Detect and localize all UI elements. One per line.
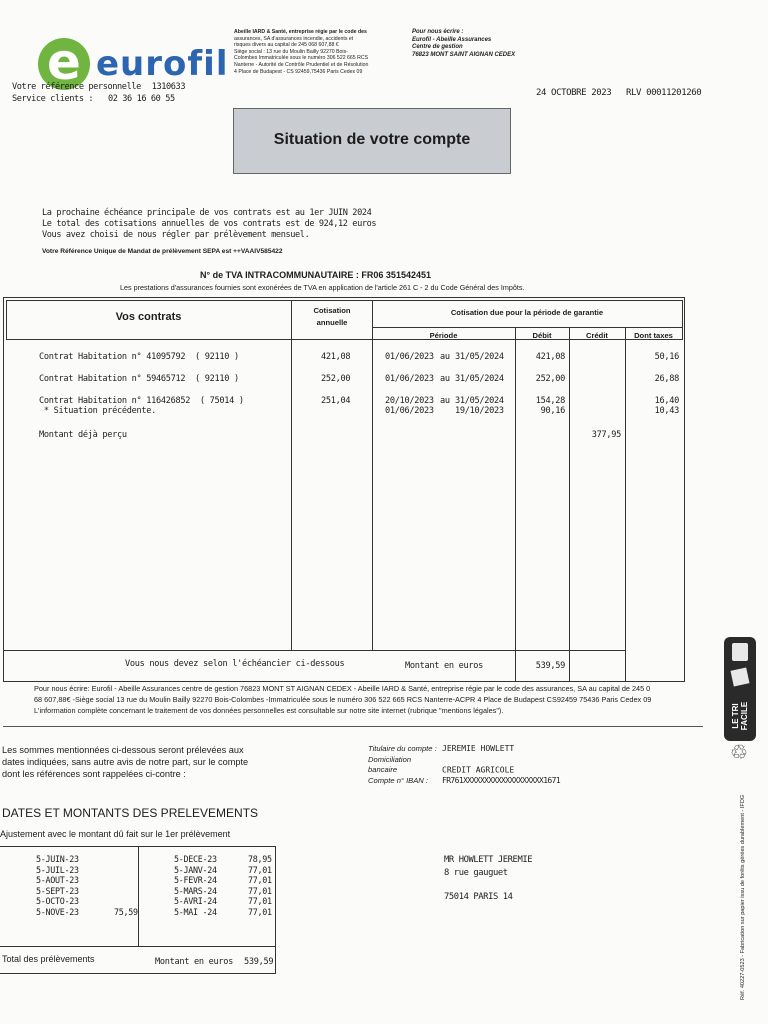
footer-amount: 539,59: [535, 661, 565, 671]
iban-label: Compte n° IBAN :: [368, 775, 429, 785]
tva-number: N° de TVA INTRACOMMUNAUTAIRE : FR06 351542451: [200, 270, 431, 280]
tva-exemption: Les prestations d'assurances fournies sont exonérées de TVA en application de l'article 261 C - 2 du Code Général des Impôts.: [120, 283, 525, 292]
schedule-date: 5-NOVE-23: [36, 906, 79, 917]
title-box: [233, 108, 511, 174]
intro-line: La prochaine échéance principale de vos contrats est au 1er JUIN 2024: [42, 208, 372, 218]
total-label: Total des prélèvements: [2, 954, 95, 964]
schedule-amount: 77,01: [248, 896, 272, 906]
legal-line: 68 607,88€ -Siège social 13 rue du Moulin Bailly 92270 Bois-Colombes -Immatriculée sous le numéro 306 522 665 RCS Nanterre-ACPR 4 Place de Budapest CS92459 75436 Paris Cedex 09: [34, 695, 652, 704]
schedule-amount: 77,01: [248, 906, 272, 917]
row-taxes: 26,88: [654, 374, 679, 384]
row-label: * Situation précédente.: [39, 406, 156, 416]
address-line: [444, 879, 532, 891]
row-au: au: [440, 396, 450, 406]
notice-line: dont les références sont rappelées ci-contre :: [2, 769, 186, 779]
badge-top: LE TRI: [731, 703, 740, 729]
schedule-table: [0, 846, 276, 974]
issuer-line: Siège social : 13 rue du Moulin Bailly 92270 Bois-: [234, 48, 348, 55]
schedule-date: 5-MARS-24: [174, 885, 217, 896]
ref-label: Votre référence personnelle: [12, 82, 141, 92]
row-taxes: 50,16: [654, 352, 679, 362]
side-reference: Réf. 40227-0523 - Fabrication sur papier issu de forêts gérées durablement - IFDG: [740, 794, 746, 1000]
address-line: 75014 PARIS 14: [444, 892, 513, 902]
row-debit: 421,08: [535, 352, 565, 362]
row-annual: 421,08: [321, 352, 351, 362]
issuer-line: risques divers au capital de 245 068 607,88 €: [234, 42, 339, 49]
write-to-line: Centre de gestion: [412, 44, 463, 50]
schedule-amount: 77,01: [248, 885, 272, 896]
intro-text: [42, 208, 376, 241]
write-to-line: Pour nous écrire :: [412, 29, 464, 35]
header-taxes: Dont taxes: [634, 331, 673, 340]
page-title: Situation de votre compte: [273, 131, 471, 148]
schedule-date: 5-JANV-24: [174, 864, 217, 875]
section-divider: [3, 726, 703, 727]
rlv-reference: RLV 00011201260: [626, 88, 702, 98]
tri-facile-badge: [724, 637, 756, 741]
total-amount: 539,59: [244, 957, 274, 967]
recycle-icon: ♲: [730, 742, 748, 764]
logo-word: eurofil: [96, 44, 229, 84]
address-line: 8 rue gauguet: [444, 867, 508, 878]
row-debit: 154,28: [535, 396, 565, 406]
bank-value: CREDIT AGRICOLE: [442, 765, 515, 774]
total-unit: Montant en euros: [155, 957, 233, 967]
intro-line: Vous avez choisi de nous régler par prélèvement mensuel.: [42, 230, 310, 240]
write-to-block: [412, 29, 562, 59]
iban-value: FR761XXXXXXXXXXXXXXXXXXX1671: [442, 775, 561, 785]
document-date: 24 OCTOBRE 2023: [536, 88, 612, 98]
schedule-amount: 78,95: [248, 854, 272, 864]
schedule-note: Ajustement avec le montant dû fait sur le 1er prélèvement: [0, 829, 231, 839]
service-phone: 02 36 16 60 55: [107, 94, 175, 104]
schedule-date: 5-SEPT-23: [36, 885, 79, 896]
schedule-date: 5-AOUT-23: [36, 875, 79, 885]
row-annual: 251,04: [321, 396, 351, 406]
header-credit: Crédit: [586, 331, 608, 340]
row-debit: 90,16: [540, 406, 565, 416]
ref-value: 1310633: [151, 82, 186, 92]
legal-line: L'information complète concernant le traitement de vos données personnelles est consultable sur notre site internet (rubrique "mentions légales").: [34, 706, 504, 715]
header-contrats: Vos contrats: [115, 311, 182, 323]
issuer-line: assurances, SA d'assurances incendie, accidents et: [234, 35, 354, 42]
schedule-date: 5-AVRI-24: [174, 896, 217, 906]
legal-line: Pour nous écrire: Eurofil - Abeille Assurances centre de gestion 76823 MONT ST AIGNAN CEDEX - Abeille IARD & Santé, entreprise régie par le code des assurances, SA au capital de 245 0: [34, 684, 651, 693]
bank-details: [368, 744, 560, 786]
address-line: MR HOWLETT JEREMIE: [444, 855, 533, 865]
bank-label: Domiciliation bancaire: [368, 754, 412, 774]
row-start: 01/06/2023: [385, 374, 434, 384]
issuer-block: [234, 29, 406, 75]
schedule-date: 5-OCTO-23: [36, 896, 79, 906]
notice-line: dates indiquées, sans autre avis de notre part, sur le compte: [2, 757, 249, 767]
row-start: 01/06/2023: [385, 352, 434, 362]
row-label: Montant déjà perçu: [39, 430, 127, 440]
row-end: 31/05/2024: [455, 352, 504, 362]
recipient-address: [444, 854, 532, 904]
issuer-line: Abeille IARD & Santé, entreprise régie par le code des: [234, 29, 367, 35]
footer-unit: Montant en euros: [405, 661, 483, 671]
schedule-date: 5-FEVR-24: [174, 875, 217, 885]
row-label: Contrat Habitation n° 116426852 ( 75014 ): [39, 396, 244, 406]
sepa-reference: Votre Référence Unique de Mandat de prélèvement SEPA est ++VAAIV585422: [42, 248, 283, 255]
write-to-line: 76823 MONT SAINT AIGNAN CEDEX: [412, 51, 516, 58]
holder-value: JEREMIE HOWLETT: [442, 744, 515, 753]
row-au: au: [440, 374, 450, 384]
notice-line: Les sommes mentionnées ci-dessous seront prélevées aux: [2, 745, 244, 755]
row-end: 19/10/2023: [455, 406, 504, 416]
row-taxes: 16,40: [654, 396, 679, 406]
schedule-date: 5-JUIL-23: [36, 864, 79, 875]
bin-icon: [732, 643, 748, 661]
logo-letter: e: [47, 33, 81, 91]
contracts-table: [3, 297, 685, 682]
row-end: 31/05/2024: [455, 374, 504, 384]
row-au: au: [440, 352, 450, 362]
schedule-amount: 77,01: [248, 875, 272, 885]
debit-notice: [2, 744, 248, 780]
footer-text: Vous nous devez selon l'échéancier ci-dessous: [125, 659, 345, 669]
schedule-amount: 77,01: [248, 864, 272, 875]
row-label: Contrat Habitation n° 41095792 ( 92110 ): [39, 352, 239, 362]
row-start: 20/10/2023: [385, 396, 434, 406]
holder-label: Titulaire du compte :: [368, 744, 437, 753]
service-label: Service clients :: [12, 94, 94, 104]
legal-mentions: [34, 683, 714, 716]
schedule-date: 5-DECE-23: [174, 854, 217, 864]
schedule-date: 5-MAI -24: [174, 906, 217, 917]
header-periode: Période: [429, 331, 458, 340]
row-start: 01/06/2023: [385, 406, 434, 416]
header-due: Cotisation due pour la période de garantie: [450, 308, 604, 317]
row-label: Contrat Habitation n° 59465712 ( 92110 ): [39, 374, 239, 384]
badge-bottom: FACILE: [740, 701, 749, 731]
intro-line: Le total des cotisations annuelles de vos contrats est de 924,12 euros: [42, 219, 377, 229]
header-debit: Débit: [532, 331, 552, 340]
issuer-line: Nanterre - Autorité de Contrôle Prudentiel et de Résolution: [234, 61, 369, 68]
row-credit: 377,95: [591, 430, 621, 440]
row-debit: 252,00: [535, 374, 565, 384]
write-to-line: Eurofil - Abeille Assurances: [412, 36, 492, 43]
schedule-date: 5-JUIN-23: [36, 854, 79, 864]
service-clients: [12, 94, 175, 104]
issuer-line: Colombes Immatriculée sous le numéro 306 522 665 RCS: [234, 55, 369, 62]
row-annual: 252,00: [321, 374, 351, 384]
header-cotisation: Cotisation annuelle: [313, 306, 351, 327]
schedule-amount: 75,59: [114, 906, 138, 917]
row-end: 31/05/2024: [455, 396, 504, 406]
schedule-title: DATES ET MONTANTS DES PRELEVEMENTS: [2, 806, 259, 820]
row-taxes: 10,43: [654, 406, 679, 416]
issuer-line: 4 Place de Budapest - CS 92459,75436 Paris Cedex 09: [234, 68, 363, 75]
personal-reference: [12, 82, 185, 92]
